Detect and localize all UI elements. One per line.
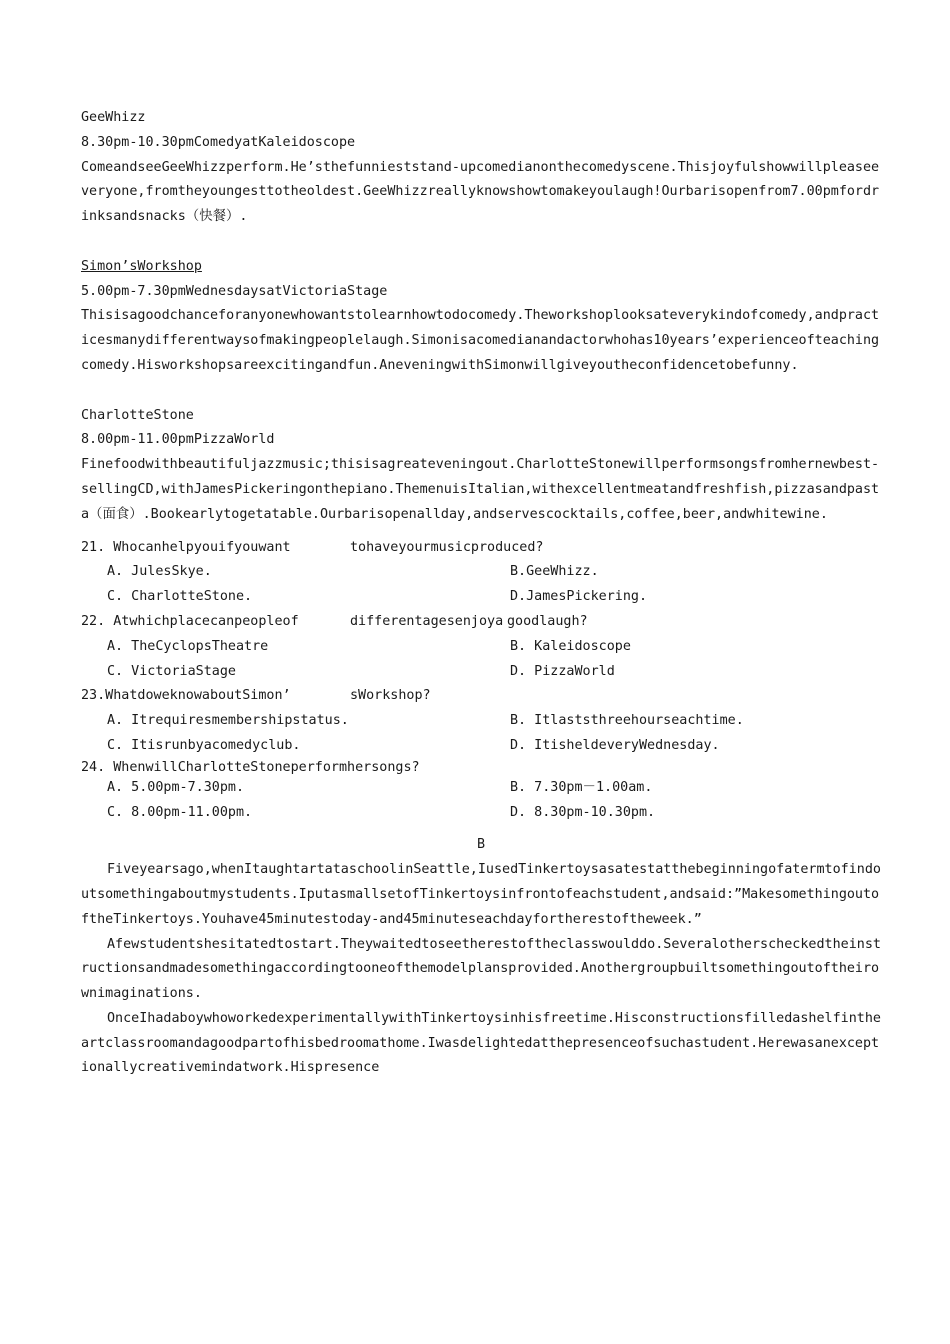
question-text: tohaveyourmusicproduced? (350, 539, 544, 555)
spacer (81, 379, 881, 404)
question-text: 21. Whocanhelpyouifyouwant (81, 539, 291, 555)
options-row (81, 585, 881, 610)
event-title-charlotte: CharlotteStone (81, 407, 194, 423)
option-c[interactable]: C. Itisrunbyacomedyclub. (107, 737, 301, 753)
question-21 (81, 536, 881, 561)
option-a[interactable]: A. JulesSkye. (107, 564, 212, 580)
spacer (81, 230, 881, 255)
event-title-geewhizz: GeeWhizz (81, 110, 146, 125)
option-a[interactable]: A. TheCyclopsTheatre (107, 638, 269, 654)
options-row (81, 734, 881, 759)
event-time-simon: 5.00pm-7.30pmWednesdaysatVictoriaStage (81, 283, 388, 299)
option-d[interactable]: D. PizzaWorld (510, 663, 615, 679)
question-text: 22. Atwhichplacecanpeopleof (81, 613, 299, 629)
question-24 (81, 759, 881, 776)
event-time-charlotte: 8.00pm-11.00pmPizzaWorld (81, 432, 275, 448)
option-a[interactable]: A. Itrequiresmembershipstatus. (107, 713, 349, 729)
event-desc-geewhizz: ComeandseeGeeWhizzperform.He’sthefunnieststand-upcomedianonthecomedyscene.Thisjoyfulshowwillpleaseeveryone,fromtheyoungesttotheoldest.GeeWhizzreallyknowshowtomakeyoulaugh!Ourbarisopenfrom7.00pmfordrinksandsnacks（快餐）. (81, 159, 880, 225)
option-c[interactable]: C. CharlotteStone. (107, 589, 253, 605)
section-label: B (476, 837, 486, 853)
paragraph: OnceIhadaboywhoworkedexperimentallywithTinkertoysinhisfreetime.Hisconstructionsfilledashelfintheartclassroomandagoodpartofhisbedroomathome.Iwasdelightedatthepresenceofsuchastudent.Herewasanexceptionallycreativemindatwork.Hispresence (81, 1010, 881, 1076)
question-text: differentagesenjoya (350, 613, 504, 629)
option-d[interactable]: D.JamesPickering. (510, 589, 648, 605)
option-d[interactable]: D. ItisheldeveryWednesday. (510, 737, 720, 753)
options-row (81, 660, 881, 685)
paragraph: Afewstudentshesitatedtostart.Theywaitedtoseetherestoftheclasswoulddo.Severalotherscheckedtheinstructionsandmadesomethingaccordingtooneofthemodelplansprovided.Anothergroupbuiltsomethingoutoftheirownimaginations. (81, 936, 881, 1002)
options-row (81, 801, 881, 826)
option-a[interactable]: A. 5.00pm-7.30pm. (107, 779, 245, 795)
question-text: sWorkshop? (350, 688, 431, 704)
option-c[interactable]: C. VictoriaStage (107, 663, 236, 679)
event-desc-simon: Thisisagoodchanceforanyonewhowantstolearnhowtodocomedy.Theworkshoplooksateverykindofcomedy,andpracticesmanydifferentwaysofmakingpeoplelaugh.Simonisacomedianandactorwhohas10years’experienceofteachingcomedy.Hisworkshopsareexcitingandfun.AneveningwithSimonwillgiveyoutheconfidencetobefunny. (81, 308, 880, 373)
question-text: 23.WhatdoweknowaboutSimon’ (81, 688, 291, 704)
options-row (81, 776, 881, 801)
option-c[interactable]: C. 8.00pm-11.00pm. (107, 804, 253, 820)
question-text: goodlaugh? (507, 613, 588, 629)
option-b[interactable]: B. 7.30pm－1.00am. (510, 779, 653, 795)
paragraph: Fiveyearsago,whenItaughtartataschoolinSeattle,IusedTinkertoysasatestatthebeginningofatermtofindoutsomethingaboutmystudents.IputasmallsetofTinkertoysinfrontofeachstudent,andsaid:”MakesomethingoutoftheTinkertoys.Youhave45minutestoday-and45minuteseachdayfortherestoftheweek.” (81, 862, 881, 927)
document-page (81, 106, 881, 1081)
option-b[interactable]: B. Kaleidoscope (510, 638, 631, 654)
question-text: 24. WhenwillCharlotteStoneperformhersongs? (81, 759, 420, 775)
event-time-geewhizz: 8.30pm-10.30pmComedyatKaleidoscope (81, 134, 356, 150)
question-22 (81, 610, 881, 635)
question-23 (81, 684, 881, 709)
event-title-simon: Simon’sWorkshop (81, 258, 202, 274)
option-b[interactable]: B. Itlaststhreehourseachtime. (510, 713, 744, 729)
spacer (81, 825, 881, 833)
options-row (81, 635, 881, 660)
option-d[interactable]: D. 8.30pm-10.30pm. (510, 804, 656, 820)
spacer (81, 528, 881, 536)
option-b[interactable]: B.GeeWhizz. (510, 564, 599, 580)
options-row (81, 709, 881, 734)
options-row (81, 560, 881, 585)
event-desc-charlotte: Finefoodwithbeautifuljazzmusic;thisisagreateveningout.CharlotteStonewillperformsongsfromhernewbest-sellingCD,withJamesPickeringonthepiano.ThemenuisItalian,withexcellentmeatandfreshfish,pizzasandpasta（面食）.Bookearlytogetatable.Ourbarisopenallday,andservescocktails,coffee,beer,andwhitewine. (81, 457, 880, 522)
